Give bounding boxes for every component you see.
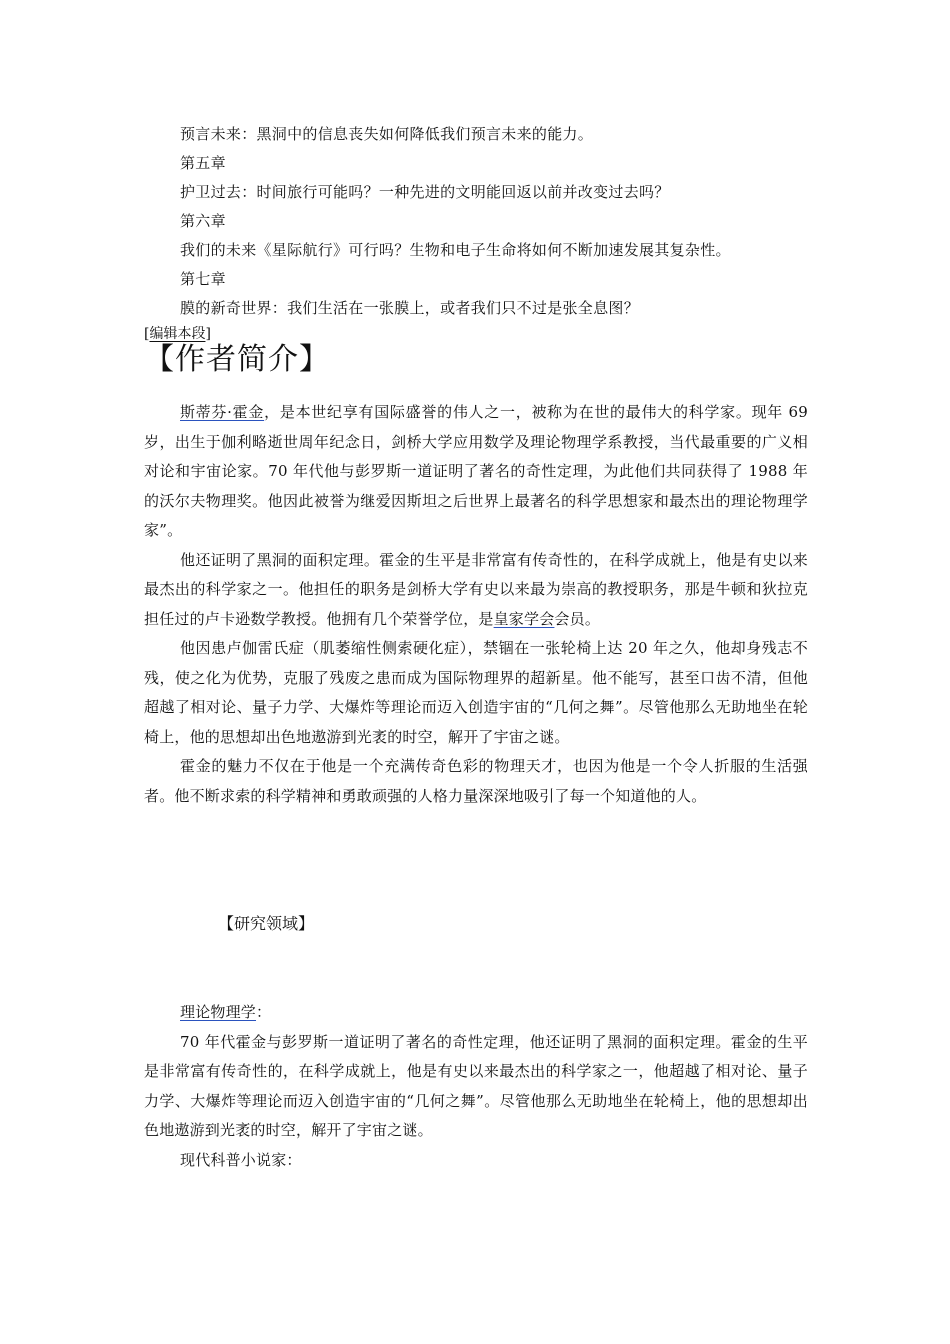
bio-paragraph-3: 他因患卢伽雷氏症（肌萎缩性侧索硬化症），禁锢在一张轮椅上达 20 年之久，他却身残志不残，使之化为优势，克服了残废之患而成为国际物理界的超新星。他不能写，甚至口齿不清，但他超越了相对论、量子力学、大爆炸等理论而迈入创造宇宙的“几何之舞”。尽管他那么无助地坐在轮椅上，他的思想却出色地遨游到光袤的时空，解开了宇宙之谜。 <box>144 639 808 746</box>
toc-chapter-7: 第七章 <box>180 270 226 288</box>
author-bio <box>144 398 808 811</box>
bio-paragraph-4: 霍金的魅力不仅在于他是一个充满传奇色彩的物理天才，也因为他是一个令人折服的生活强者。他不断求索的科学精神和勇敢顽强的人格力量深深地吸引了每一个知道他的人。 <box>144 757 808 805</box>
toc-line-4: 膜的新奇世界：我们生活在一张膜上，或者我们只不过是张全息图？ <box>180 299 640 317</box>
bio-p2-end: 会员。 <box>554 609 601 628</box>
research-section <box>144 998 808 1175</box>
toc-chapter-5: 第五章 <box>180 154 226 172</box>
toc-line-1: 预言未来：黑洞中的信息丧失如何降低我们预言未来的能力。 <box>180 125 594 143</box>
toc-chapter-6: 第六章 <box>180 212 226 230</box>
bio-p1-text: ，是本世纪享有国际盛誉的伟人之一，被称为在世的最伟大的科学家。现年 69 岁，出生于伽利略逝世周年纪念日，剑桥大学应用数学及理论物理学系教授，当代最重要的广义相对论和宇宙论家。70 年代他与彭罗斯一道证明了著名的奇性定理，为此他们共同获得了 1988 年的沃尔夫物理奖。他因此被誉为继爱因斯坦之后世界上最著名的科学思想家和最杰出的理论物理学家”。 <box>144 403 809 539</box>
toc-line-2: 护卫过去：时间旅行可能吗？一种先进的文明能回返以前并改变过去吗？ <box>180 183 670 201</box>
toc-line-3: 我们的未来《星际航行》可行吗？生物和电子生命将如何不断加速发展其复杂性。 <box>180 241 731 259</box>
bio-paragraph-1 <box>144 398 808 546</box>
bio-p2-text: 他还证明了黑洞的面积定理。霍金的生平是非常富有传奇性的，在科学成就上，他是有史以来最杰出的科学家之一。他担任的职务是剑桥大学有史以来最为崇高的教授职务，那是牛顿和狄拉克担任过的卢卡逊数学教授。他拥有几个荣誉学位，是 <box>144 550 808 628</box>
hawking-link[interactable]: 斯蒂芬·霍金 <box>180 403 265 421</box>
research-field-1-text: 70 年代霍金与彭罗斯一道证明了著名的奇性定理，他还证明了黑洞的面积定理。霍金的生平是非常富有传奇性的，在科学成就上，他是有史以来最杰出的科学家之一，他超越了相对论、量子力学、大爆炸等理论而迈入创造宇宙的“几何之舞”。尽管他那么无助地坐在轮椅上，他的思想却出色地遨游到光袤的时空，解开了宇宙之谜。 <box>144 1032 808 1139</box>
edit-bracket-open: [ <box>144 326 150 342</box>
edit-section-link[interactable]: 编辑本段 <box>149 326 206 342</box>
research-field-1-colon: ： <box>256 1003 272 1021</box>
edit-section <box>144 325 211 343</box>
theoretical-physics-link[interactable]: 理论物理学 <box>180 1003 257 1021</box>
author-heading: 【作者简介】 <box>144 342 330 377</box>
bio-paragraph-2 <box>144 546 808 635</box>
edit-bracket-close: ] <box>205 326 211 342</box>
research-field-1-title <box>144 998 808 1028</box>
research-field-2-title: 现代科普小说家： <box>180 1150 302 1169</box>
royal-society-link[interactable]: 皇家学会 <box>493 609 555 628</box>
research-heading: 【研究领域】 <box>218 914 315 933</box>
